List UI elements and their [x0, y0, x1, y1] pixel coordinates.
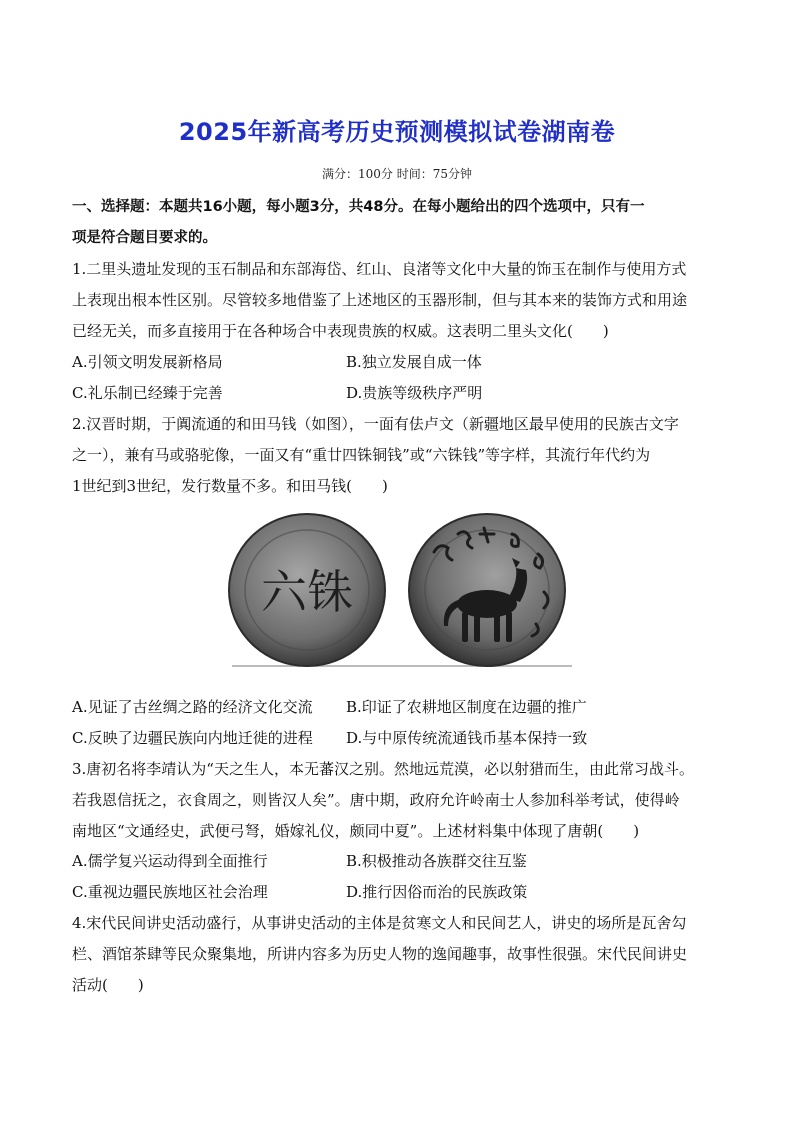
q2-option-c[interactable]: C.反映了边疆民族向内地迁徙的进程 — [72, 729, 313, 747]
q2-line-3: 1世纪到3世纪，发行数量不多。和田马钱( ) — [72, 477, 388, 495]
q1-option-a[interactable]: A.引领文明发展新格局 — [72, 353, 223, 371]
q1-option-b[interactable]: B.独立发展自成一体 — [346, 353, 482, 371]
q1-option-d[interactable]: D.贵族等级秩序严明 — [346, 384, 483, 402]
section-heading-line-1: 一、选择题：本题共16小题，每小题3分，共48分。在每小题给出的四个选项中，只有一 — [72, 199, 645, 215]
q2-line-1: 2.汉晋时期，于阗流通的和田马钱（如图），一面有佉卢文（新疆地区最早使用的民族古文字 — [72, 415, 679, 433]
exam-meta: 满分：100分 时间：75分钟 — [322, 167, 472, 181]
q4-line-1: 4.宋代民间讲史活动盛行，从事讲史活动的主体是贫寒文人和民间艺人，讲史的场所是瓦舍勾 — [72, 914, 687, 932]
q4-line-2: 栏、酒馆茶肆等民众聚集地，所讲内容多为历史人物的逸闻趣事，故事性很强。宋代民间讲史 — [72, 945, 688, 963]
exam-title: 2025年新高考历史预测模拟试卷湖南卷 — [178, 118, 616, 146]
q2-line-2: 之一），兼有马或骆驼像，一面又有“重廿四铢铜钱”或“六铢钱”等字样，其流行年代约为 — [72, 446, 651, 464]
q2-option-a[interactable]: A.见证了古丝绸之路的经济文化交流 — [72, 698, 313, 716]
q3-option-d[interactable]: D.推行因俗而治的民族政策 — [346, 883, 528, 901]
q3-option-a[interactable]: A.儒学复兴运动得到全面推行 — [72, 852, 268, 870]
section-heading-line-2: 项是符合题目要求的。 — [72, 230, 217, 246]
coin-inscription: 六铢 — [261, 565, 353, 619]
coin-chinese-side — [229, 514, 385, 666]
q3-option-c[interactable]: C.重视边疆民族地区社会治理 — [72, 883, 268, 901]
q1-line-2: 上表现出根本性区别。尽管较多地借鉴了上述地区的玉器形制，但与其本来的装饰方式和用途 — [72, 291, 688, 309]
q4-line-3: 活动( ) — [72, 976, 144, 994]
q1-line-3: 已经无关，而多直接用于在各种场合中表现贵族的权威。这表明二里头文化( ) — [72, 322, 609, 340]
q3-line-3: 南地区“文通经史，武便弓弩，婚嫁礼仪，颇同中夏”。上述材料集中体现了唐朝( ) — [72, 822, 640, 840]
q3-line-1: 3.唐初名将李靖认为“天之生人，本无蕃汉之别。然地远荒漠，必以射猎而生，由此常习战斗。 — [72, 760, 694, 778]
q1-option-c[interactable]: C.礼乐制已经臻于完善 — [72, 384, 223, 402]
coin-horse-side — [409, 514, 565, 666]
q3-option-b[interactable]: B.积极推动各族群交往互鉴 — [346, 852, 527, 870]
q2-option-d[interactable]: D.与中原传统流通钱币基本保持一致 — [346, 729, 588, 747]
hotan-horse-coin-figure — [222, 512, 582, 672]
q3-line-2: 若我恩信抚之，衣食周之，则皆汉人矣”。唐中期，政府允许岭南士人参加科举考试，使得岭 — [72, 791, 680, 809]
q1-line-1: 1.二里头遗址发现的玉石制品和东部海岱、红山、良渚等文化中大量的饰玉在制作与使用方式 — [72, 260, 687, 278]
q2-option-b[interactable]: B.印证了农耕地区制度在边疆的推广 — [346, 698, 587, 716]
